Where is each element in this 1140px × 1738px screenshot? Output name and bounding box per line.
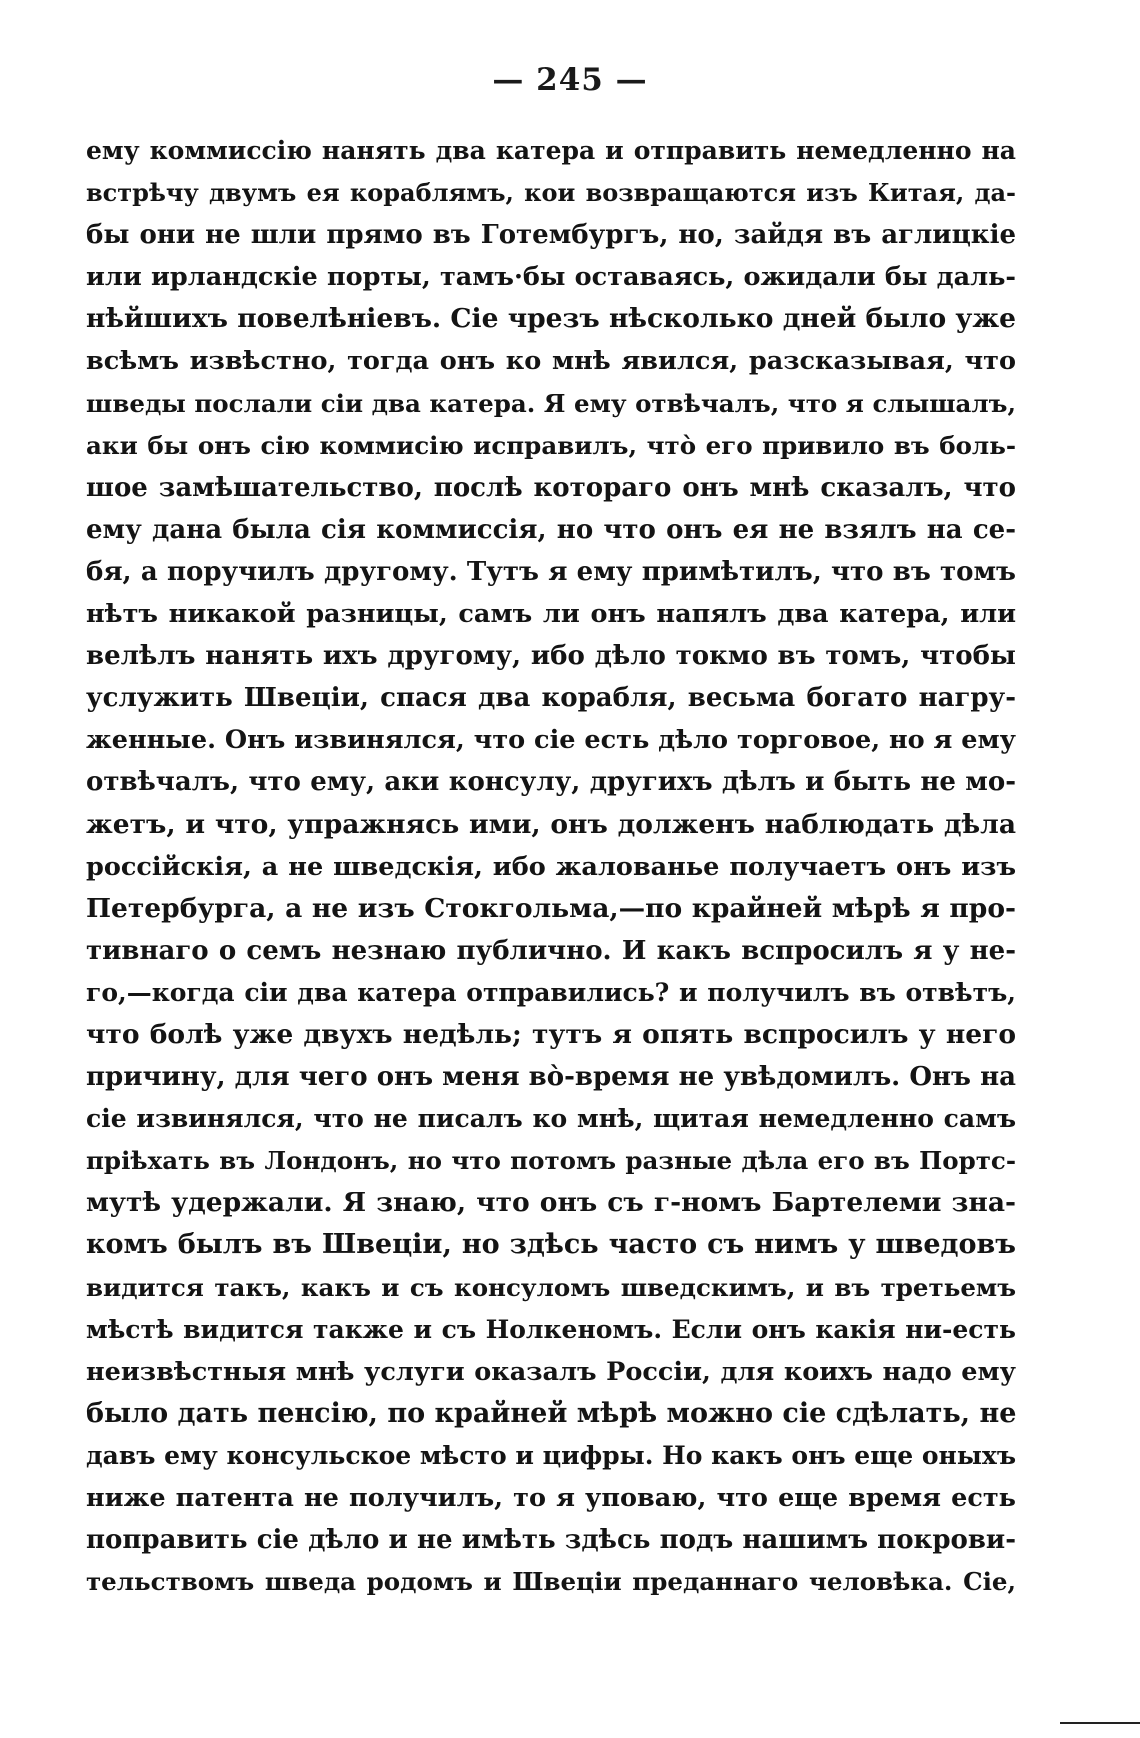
text-line: или ирландскіе порты, тамъ·бы оставаясь, ожидали бы даль- (86, 262, 1016, 293)
text-line: мутѣ удержали. Я знаю, что онъ съ г-номъ Бартелеми зна- (86, 1187, 1016, 1219)
text-line: нѣтъ никакой разницы, самъ ли онъ напялъ два катера, или (86, 599, 1016, 630)
text-line: бя, а поручилъ другому. Тутъ я ему примѣтилъ, что въ томъ (86, 556, 1016, 587)
text-line: отвѣчалъ, что ему, аки консулу, другихъ дѣлъ и быть не мо- (86, 767, 1016, 798)
text-line: поправить сіе дѣло и не имѣть здѣсь подъ нашимъ покрови- (86, 1525, 1016, 1556)
text-line: тивнаго о семъ незнаю публично. И какъ вспросилъ я у не- (86, 935, 1016, 966)
body-text (86, 130, 1016, 1603)
text-line: шведы послали сіи два катера. Я ему отвѣчалъ, что я слышалъ, (86, 388, 1016, 418)
page-number: — 245 — (492, 62, 648, 98)
text-line: было дать пенсію, по крайней мѣрѣ можно сіе сдѣлать, не (86, 1397, 1016, 1429)
text-line: пріѣхать въ Лондонъ, но что потомъ разные дѣла его въ Портс- (86, 1146, 1016, 1176)
text-line: бы они не шли прямо въ Готембургъ, но, зайдя въ аглицкіе (86, 220, 1016, 251)
text-line: женные. Онъ извинялся, что сіе есть дѣло торговое, но я ему (86, 725, 1016, 756)
text-line: что болѣ уже двухъ недѣль; тутъ я опять вспросилъ у него (86, 1018, 1016, 1050)
text-line: Петербурга, а не изъ Стокгольма,—по крайней мѣрѣ я про- (86, 892, 1016, 924)
text-line: россійскія, а не шведскія, ибо жалованье получаетъ онъ изъ (86, 851, 1016, 882)
text-line: шое замѣшательство, послѣ котораго онъ мнѣ сказалъ, что (86, 472, 1016, 503)
text-line: неизвѣстныя мнѣ услуги оказалъ Россіи, для коихъ надо ему (86, 1356, 1016, 1387)
text-line: всѣмъ извѣстно, тогда онъ ко мнѣ явился, разсказывая, что (86, 346, 1016, 377)
footer-rule (1060, 1722, 1140, 1724)
text-line: тельствомъ шведа родомъ и Швеціи преданнаго человѣка. Сіе, (86, 1567, 1016, 1597)
text-line: ниже патента не получилъ, то я уповаю, что еще время есть (86, 1483, 1016, 1513)
text-line: причину, для чего онъ меня во̀-время не увѣдомилъ. Онъ на (86, 1062, 1016, 1093)
text-line: аки бы онъ сію коммисію исправилъ, что̀ его привило въ боль- (86, 430, 1016, 460)
text-line: сіе извинялся, что не писалъ ко мнѣ, щитая немедленно самъ (86, 1104, 1016, 1134)
text-line: нѣйшихъ повелѣніевъ. Сіе чрезъ нѣсколько дней было уже (86, 303, 1016, 335)
text-line: давъ ему консульское мѣсто и цифры. Но какъ онъ еще оныхъ (86, 1440, 1016, 1470)
text-line: жетъ, и что, упражнясь ими, онъ долженъ наблюдать дѣла (86, 808, 1016, 840)
text-line: встрѣчу двумъ ея кораблямъ, кои возвращаются изъ Китая, да- (86, 178, 1016, 208)
text-line: го,—когда сіи два катера отправились? и получилъ въ отвѣтъ, (86, 977, 1016, 1007)
text-line: мѣстѣ видится также и съ Нолкеномъ. Если онъ какія ни-есть (86, 1314, 1016, 1344)
text-line: комъ былъ въ Швеціи, но здѣсь часто съ нимъ у шведовъ (86, 1229, 1016, 1261)
text-line: велѣлъ нанять ихъ другому, ибо дѣло токмо въ томъ, чтобы (86, 641, 1016, 672)
text-line: видится такъ, какъ и съ консуломъ шведскимъ, и въ третьемъ (86, 1272, 1016, 1302)
text-line: ему дана была сія коммиссія, но что онъ ея не взялъ на се- (86, 514, 1016, 545)
text-line: ему коммиссію нанять два катера и отправить немедленно на (86, 136, 1016, 165)
text-line: услужить Швеціи, спася два корабля, весьма богато нагру- (86, 683, 1016, 714)
